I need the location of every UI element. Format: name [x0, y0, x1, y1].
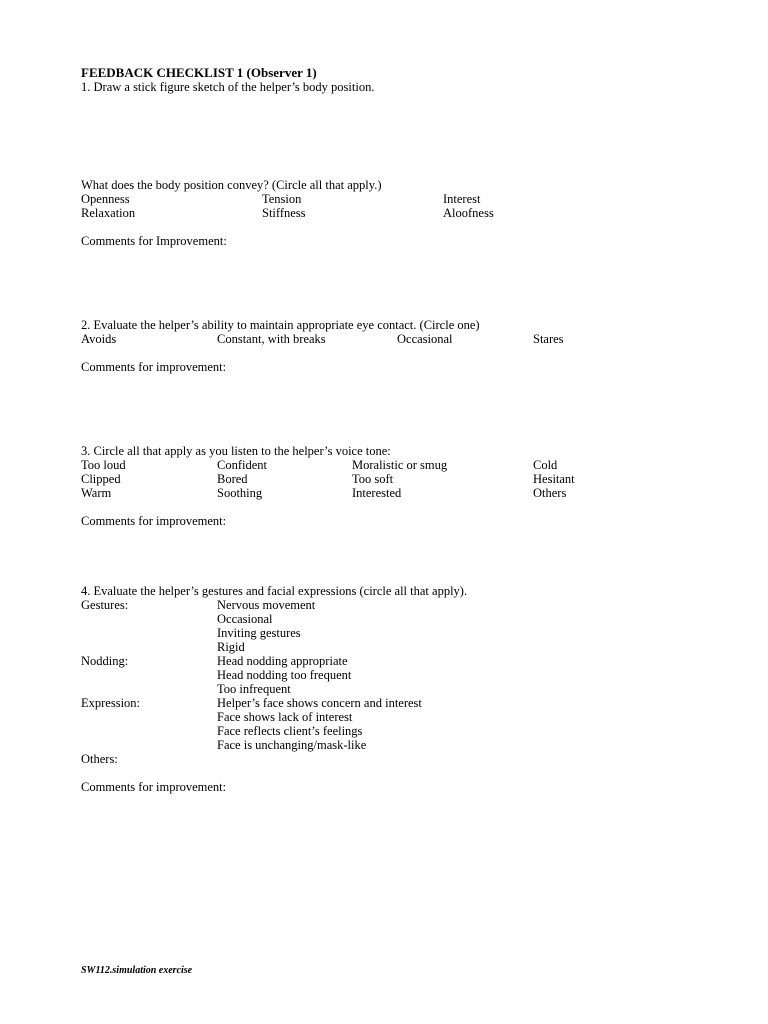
q4-row: [81, 738, 701, 752]
q4-row: [81, 710, 701, 724]
q2-comments-label: Comments for improvement:: [81, 360, 227, 374]
q3-options-row: [81, 472, 701, 486]
option: Aloofness: [443, 206, 494, 220]
option: Inviting gestures: [217, 626, 301, 640]
comments-space: [81, 528, 701, 584]
group-label-nodding: Nodding:: [81, 654, 129, 668]
q3-options-row: [81, 458, 701, 472]
group-label-gestures: Gestures:: [81, 598, 129, 612]
option: Face reflects client’s feelings: [217, 724, 363, 738]
option: Warm: [81, 486, 112, 500]
option: Hesitant: [533, 472, 575, 486]
q4-row: [81, 612, 701, 626]
q3-prompt: 3. Circle all that apply as you listen to the helper’s voice tone:: [81, 444, 391, 458]
option: Too soft: [352, 472, 394, 486]
q4-row: [81, 668, 701, 682]
q4-row: [81, 724, 701, 738]
option: Face is unchanging/mask-like: [217, 738, 367, 752]
q3-options-row: [81, 486, 701, 500]
q4-row: [81, 654, 701, 668]
comments-space: [81, 248, 701, 318]
option: Helper’s face shows concern and interest: [217, 696, 422, 710]
q4-row: [81, 696, 701, 710]
group-label-expression: Expression:: [81, 696, 141, 710]
q1-comments-label: Comments for Improvement:: [81, 234, 227, 248]
option: Occasional: [217, 612, 273, 626]
option: Bored: [217, 472, 248, 486]
q4-row: [81, 626, 701, 640]
q2-options-row: [81, 332, 701, 346]
option: Too infrequent: [217, 682, 291, 696]
option: Head nodding too frequent: [217, 668, 352, 682]
q4-row: [81, 640, 701, 654]
option: Too loud: [81, 458, 126, 472]
checklist-page: [81, 66, 701, 794]
q4-row: [81, 682, 701, 696]
option: Occasional: [397, 332, 453, 346]
option: Rigid: [217, 640, 245, 654]
option: Others: [533, 486, 567, 500]
q4-others-label: Others:: [81, 752, 118, 766]
sketch-area: [81, 94, 701, 178]
q3-comments-label: Comments for improvement:: [81, 514, 227, 528]
q4-prompt: 4. Evaluate the helper’s gestures and facial expressions (circle all that apply).: [81, 584, 468, 598]
q1-convey: What does the body position convey? (Circle all that apply.): [81, 178, 382, 192]
comments-space: [81, 374, 701, 444]
option: Constant, with breaks: [217, 332, 326, 346]
option: Clipped: [81, 472, 121, 486]
q4-row: [81, 598, 701, 612]
q1-options-row: [81, 192, 701, 206]
option: Cold: [533, 458, 558, 472]
q2-prompt: 2. Evaluate the helper’s ability to maintain appropriate eye contact. (Circle one): [81, 318, 480, 332]
option: Soothing: [217, 486, 263, 500]
option: Avoids: [81, 332, 117, 346]
option: Confident: [217, 458, 267, 472]
option: Openness: [81, 192, 130, 206]
q1-prompt: 1. Draw a stick figure sketch of the helper’s body position.: [81, 80, 375, 94]
page-footer: SW112.simulation exercise: [81, 965, 193, 976]
option: Face shows lack of interest: [217, 710, 353, 724]
option: Relaxation: [81, 206, 136, 220]
option: Stiffness: [262, 206, 306, 220]
option: Moralistic or smug: [352, 458, 448, 472]
q1-options-row: [81, 206, 701, 220]
option: Nervous movement: [217, 598, 316, 612]
page-title: FEEDBACK CHECKLIST 1 (Observer 1): [81, 65, 317, 80]
option: Interested: [352, 486, 402, 500]
option: Tension: [262, 192, 302, 206]
q4-comments-label: Comments for improvement:: [81, 780, 227, 794]
option: Head nodding appropriate: [217, 654, 348, 668]
option: Stares: [533, 332, 564, 346]
option: Interest: [443, 192, 481, 206]
